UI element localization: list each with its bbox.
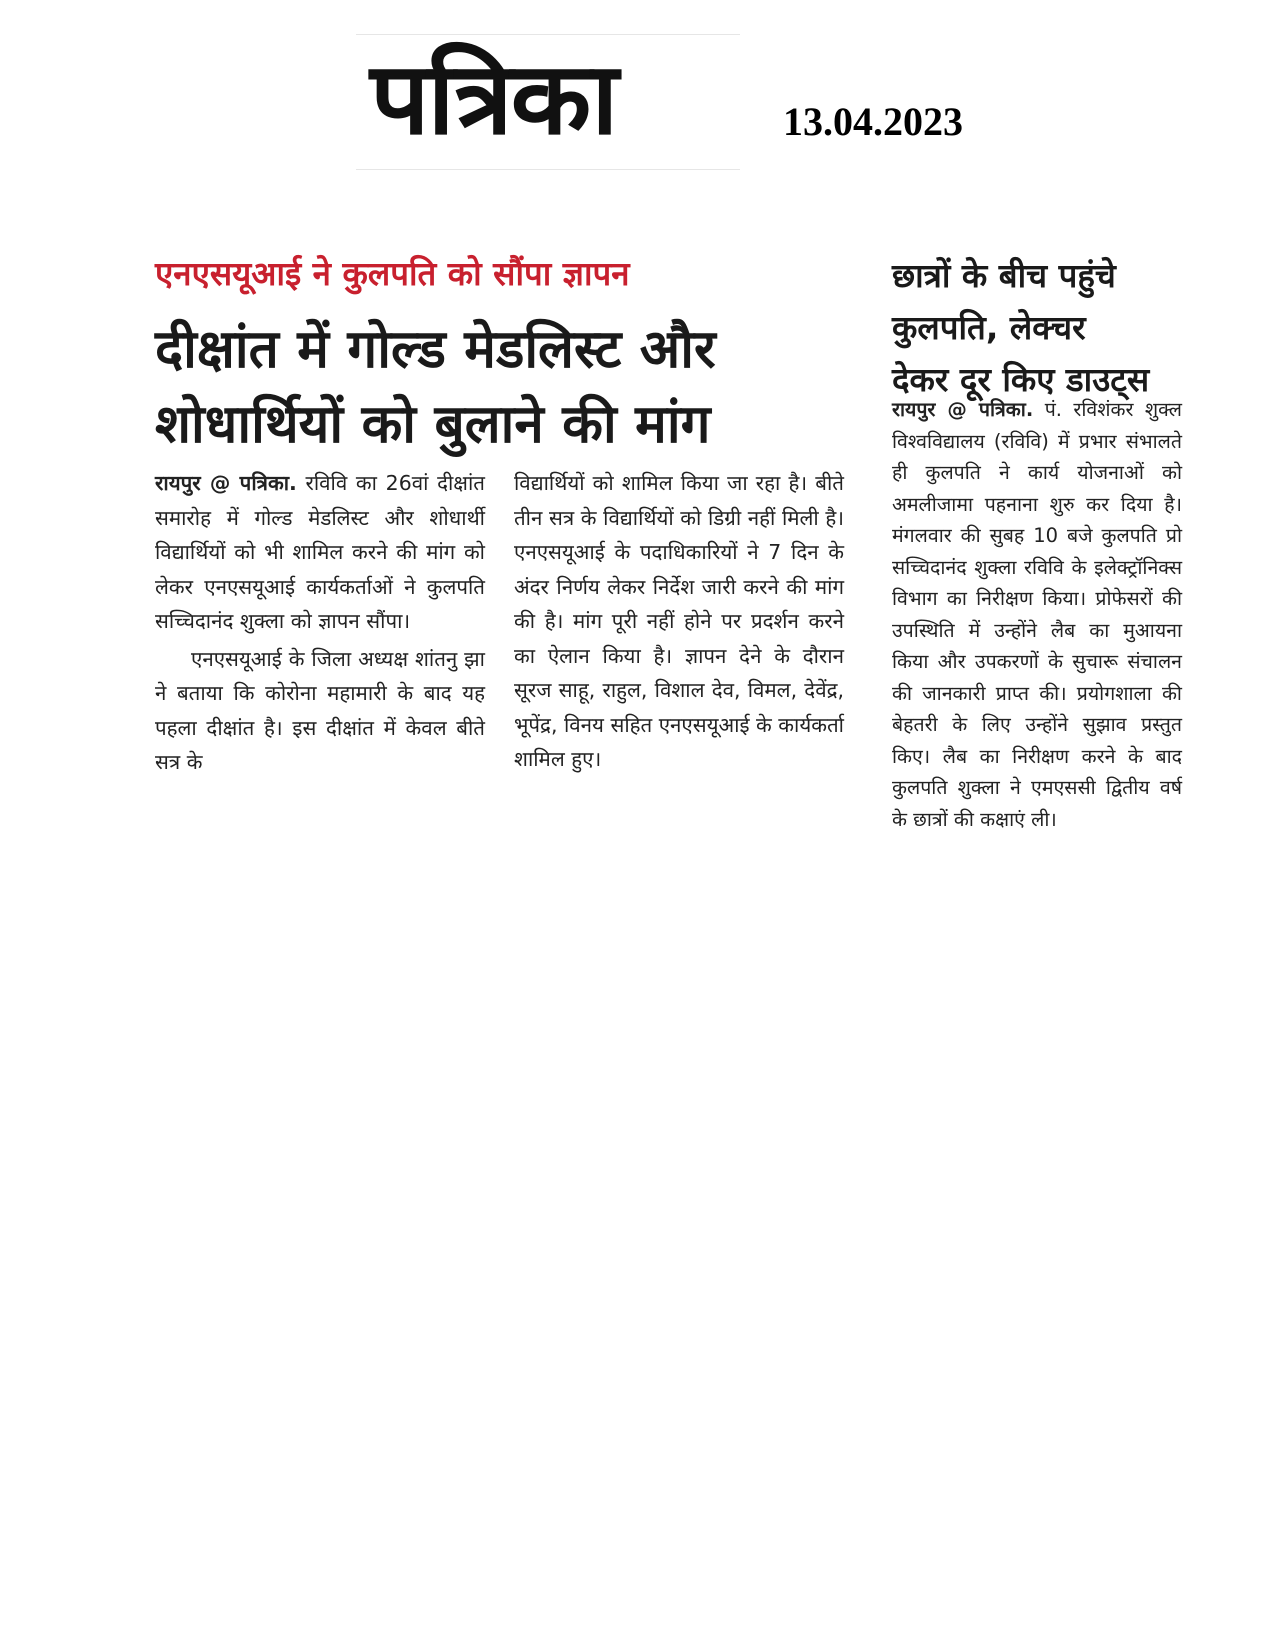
article-paragraph <box>892 394 1182 835</box>
headline-line: कुलपति, लेक्चर <box>892 308 1086 347</box>
article-paragraph <box>155 466 485 639</box>
headline-line: शोधार्थियों को बुलाने की मांग <box>155 394 711 455</box>
side-article-headline <box>892 250 1212 406</box>
headline-line: दीक्षांत में गोल्ड मेडलिस्ट और <box>155 319 716 380</box>
headline-line: देकर दूर किए डाउट्स <box>892 360 1150 399</box>
publication-date: 13.04.2023 <box>783 99 963 144</box>
headline-line: छात्रों के बीच पहुंचे <box>892 256 1116 295</box>
main-article-column-1 <box>155 466 485 780</box>
newspaper-masthead <box>356 34 740 170</box>
main-article-column-2 <box>514 466 844 777</box>
dateline: रायपुर @ पत्रिका. <box>155 471 297 495</box>
dateline: रायपुर @ पत्रिका. <box>892 398 1034 421</box>
side-article <box>892 250 1182 970</box>
main-article-kicker: एनएसयूआई ने कुलपति को सौंपा ज्ञापन <box>155 254 630 293</box>
main-article-headline <box>155 312 815 462</box>
article-paragraph: विद्यार्थियों को शामिल किया जा रहा है। बीते तीन सत्र के विद्यार्थियों को डिग्री नहीं मिली है। एनएसयूआई के पदाधिकारियों ने 7 दिन के अंदर निर्णय लेकर निर्देश जारी करने की मांग की है। मांग पूरी नहीं होने पर प्रदर्शन करने का ऐलान किया है। ज्ञापन देने के दौरान सूरज साहू, राहुल, विशाल देव, विमल, देवेंद्र, भूपेंद्र, विनय सहित एनएसयूआई के कार्यकर्ता शामिल हुए। <box>514 471 844 771</box>
paragraph-text: पं. रविशंकर शुक्ल विश्वविद्यालय (रविवि) में प्रभार संभालते ही कुलपति ने कार्य योजनाओं को अमलीजामा पहनाना शुरु कर दिया है। मंगलवार की सुबह 10 बजे कुलपति प्रो सच्चिदानंद शुक्ला रविवि के इलेक्ट्रॉनिक्स विभाग का निरीक्षण किया। प्रोफेसरों की उपस्थिति में उन्होंने लैब का मुआयना किया और उपकरणों के सुचारू संचालन की जानकारी प्राप्त की। प्रयोगशाला की बेहतरी के लिए उन्होंने सुझाव प्रस्तुत किए। लैब का निरीक्षण करने के बाद कुलपति शुक्ला ने एमएससी द्वितीय वर्ष के छात्रों की कक्षाएं ली। <box>892 398 1182 831</box>
article-paragraph: एनएसयूआई के जिला अध्यक्ष शांतनु झा ने बताया कि कोरोना महामारी के बाद यह पहला दीक्षांत है। इस दीक्षांत में केवल बीते सत्र के <box>155 646 485 774</box>
side-article-body <box>892 394 1182 835</box>
masthead-logo: पत्रिका <box>370 40 617 157</box>
paragraph-text: रविवि का 26वां दीक्षांत समारोह में गोल्ड मेडलिस्ट और शोधार्थी विद्यार्थियों को भी शामिल करने की मांग को लेकर एनएसयूआई कार्यकर्ताओं ने कुलपति सच्चिदानंद शुक्ला को ज्ञापन सौंपा। <box>155 471 485 633</box>
